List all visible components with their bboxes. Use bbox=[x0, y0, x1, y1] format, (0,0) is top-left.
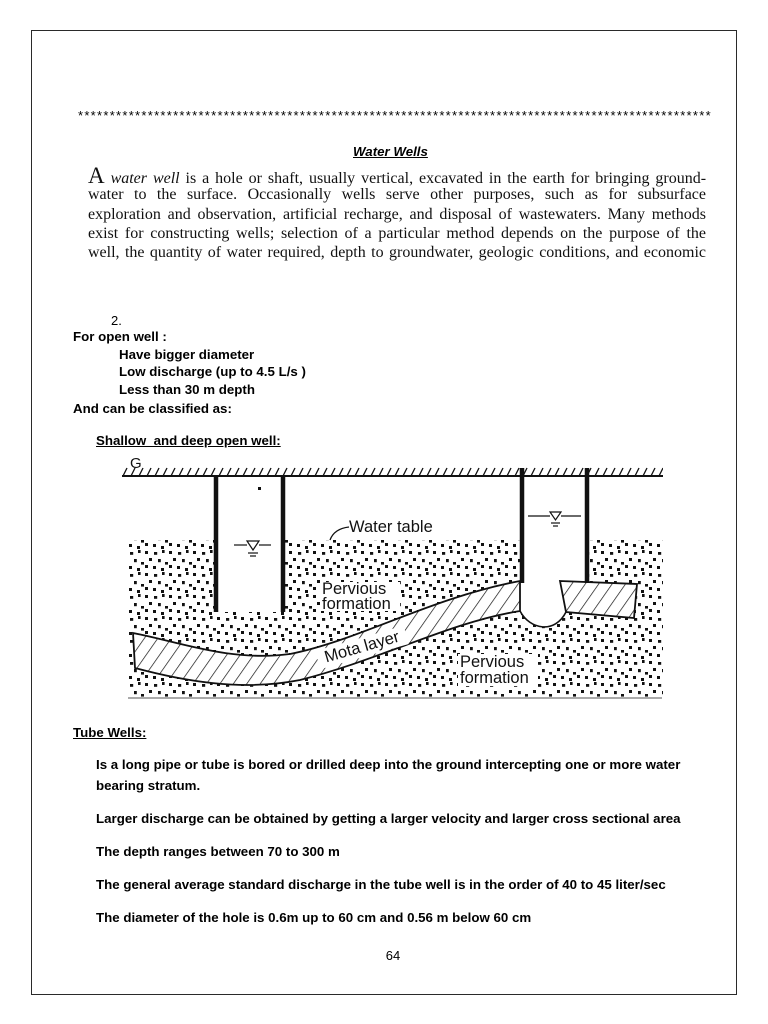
scan-line-5: well, the quantity of water required, depth to groundwater, geologic conditions, and economic bbox=[88, 244, 706, 262]
tube-well-point: The depth ranges between 70 to 300 m bbox=[96, 843, 340, 859]
scan-line-4: exist for constructing wells; selection of a particular method depends on the purpose of the bbox=[88, 224, 706, 242]
pervious-formation-upper-label: Pervious formation bbox=[320, 582, 400, 611]
page-number: 64 bbox=[385, 948, 401, 963]
ground-label: G bbox=[130, 455, 142, 472]
open-well-subheading: Shallow and deep open well: bbox=[96, 432, 281, 448]
left-well-interior bbox=[218, 536, 281, 612]
mota-layer-block-right bbox=[560, 581, 637, 618]
tube-well-point: Is a long pipe or tube is bored or drilled deep into the ground intercepting one or more water bearing stratum. bbox=[96, 756, 681, 793]
list-number: 2. bbox=[111, 313, 122, 328]
drop-cap: A bbox=[88, 163, 105, 188]
water-well-definition-scan bbox=[88, 163, 707, 262]
tube-well-point: The general average standard discharge in the tube well is in the order of 40 to 45 liter/sec bbox=[96, 876, 666, 892]
water-table-label: Water table bbox=[349, 518, 433, 536]
scan-line-1-text: is a hole or shaft, usually vertical, excavated in the earth for bringing ground- bbox=[185, 170, 707, 187]
tube-wells-points bbox=[96, 754, 708, 928]
feature-item: Less than 30 m depth bbox=[119, 381, 255, 397]
tube-wells-heading: Tube Wells: bbox=[73, 724, 147, 740]
tube-well-point: Larger discharge can be obtained by getting a larger velocity and larger cross sectional area bbox=[96, 810, 681, 826]
pervious-formation-lower-label: Pervious formation bbox=[458, 654, 538, 686]
well-mark bbox=[258, 487, 261, 490]
scan-line-3: exploration and observation, artificial recharge, and disposal of wastewaters. Many methods bbox=[88, 205, 706, 223]
open-well-title: For open well : bbox=[73, 328, 167, 344]
scan-line-1 bbox=[88, 163, 707, 188]
open-well-features bbox=[119, 346, 306, 399]
mota-layer-label: Mota layer bbox=[315, 626, 409, 670]
water-table-leader-line bbox=[330, 527, 349, 540]
water-wells-heading: Water Wells bbox=[353, 144, 428, 159]
asterisk-separator: **************************************************************************************************** bbox=[78, 108, 712, 123]
ground-hatch bbox=[122, 467, 663, 476]
classification-intro: And can be classified as: bbox=[73, 400, 232, 416]
tube-well-point: The diameter of the hole is 0.6m up to 60 cm and 0.56 m below 60 cm bbox=[96, 909, 532, 925]
defined-term: water well bbox=[110, 170, 180, 187]
feature-item: Have bigger diameter bbox=[119, 346, 255, 362]
right-well-water-level-icon bbox=[528, 512, 581, 526]
right-well-interior bbox=[524, 530, 585, 584]
feature-item: Low discharge (up to 4.5 L/s ) bbox=[119, 364, 306, 379]
scan-line-2: water to the surface. Occasionally wells serve other purposes, such as for subsurface bbox=[88, 186, 706, 204]
